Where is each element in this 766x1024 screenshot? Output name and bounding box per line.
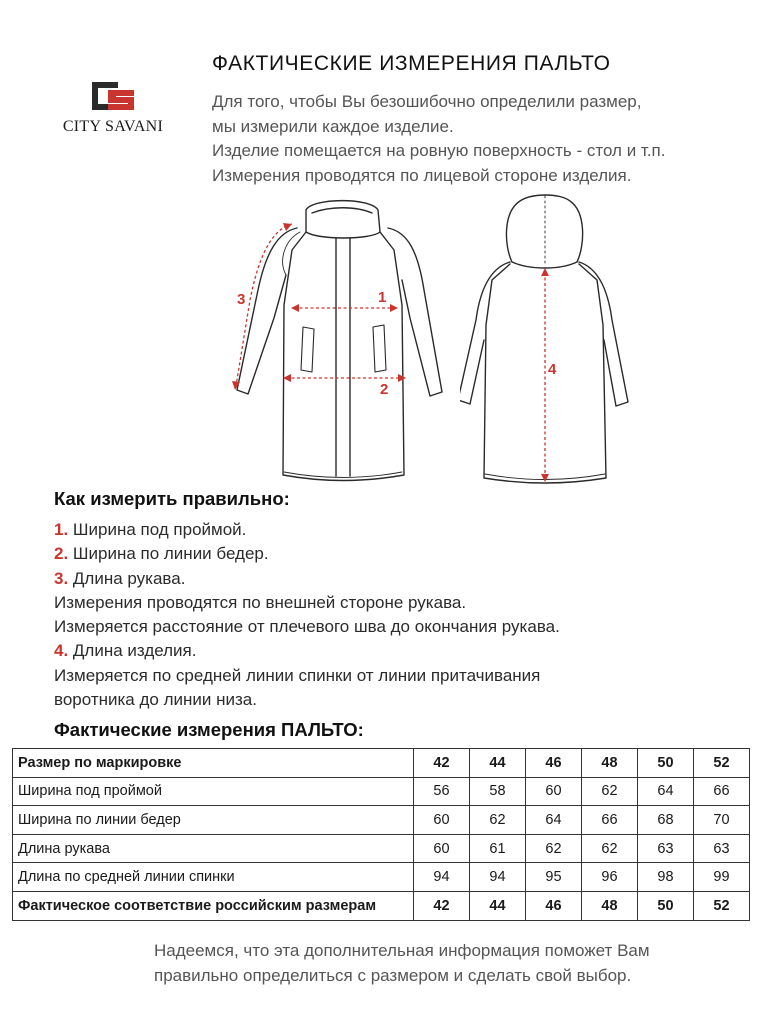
footer-note: [154, 938, 650, 988]
table-cell: 62: [526, 834, 582, 863]
table-cell: 63: [638, 834, 694, 863]
howto-note: [54, 688, 560, 712]
table-row: [13, 834, 750, 863]
table-row: [13, 806, 750, 835]
intro-text: [212, 90, 665, 188]
table-cell: 48: [582, 749, 638, 778]
row-label: Длина рукава: [13, 834, 414, 863]
marker-4: 4: [548, 361, 557, 378]
howto-text: Измеряется расстояние от плечевого шва до окончания рукава.: [54, 617, 560, 637]
table-cell: 96: [582, 863, 638, 892]
howto-text: воротника до линии низа.: [54, 690, 257, 710]
marker-3: 3: [237, 291, 246, 308]
howto-note: [54, 615, 560, 639]
row-label: Длина по средней линии спинки: [13, 863, 414, 892]
table-row: [13, 749, 750, 778]
table-cell: 60: [414, 806, 470, 835]
table-title: Фактические измерения ПАЛЬТО:: [54, 719, 364, 740]
howto-number: 4.: [54, 641, 69, 661]
howto-number: 3.: [54, 568, 69, 588]
intro-line: Изделие помещается на ровную поверхность - стол и т.п.: [212, 141, 666, 160]
size-table: [12, 748, 750, 921]
marker-2: 2: [380, 381, 389, 398]
table-cell: 56: [414, 777, 470, 806]
table-cell: 66: [694, 777, 750, 806]
footer-line: правильно определиться с размером и сделать свой выбор.: [154, 966, 632, 985]
row-label: Ширина по линии бедер: [13, 806, 414, 835]
table-cell: 94: [414, 863, 470, 892]
howto-item-2: [54, 542, 560, 566]
howto-note: [54, 664, 560, 688]
howto-text: Ширина под проймой.: [68, 520, 247, 539]
table-cell: 64: [638, 777, 694, 806]
howto-title: Как измерить правильно:: [54, 488, 290, 509]
table-cell: 52: [694, 891, 750, 920]
table-cell: 46: [526, 891, 582, 920]
howto-note: [54, 591, 560, 615]
table-cell: 66: [582, 806, 638, 835]
city-savani-logo-icon: [90, 80, 136, 112]
table-cell: 50: [638, 891, 694, 920]
row-label: Ширина под проймой: [13, 777, 414, 806]
table-cell: 61: [470, 834, 526, 863]
table-cell: 42: [414, 891, 470, 920]
table-row: [13, 891, 750, 920]
table-cell: 42: [414, 749, 470, 778]
table-cell: 46: [526, 749, 582, 778]
coat-front-diagram: [220, 190, 460, 490]
table-row: [13, 777, 750, 806]
table-row: [13, 863, 750, 892]
table-cell: 95: [526, 863, 582, 892]
brand-name: CITY SAVANI: [62, 118, 164, 135]
table-cell: 60: [526, 777, 582, 806]
table-cell: 58: [470, 777, 526, 806]
table-cell: 50: [638, 749, 694, 778]
footer-line: Надеемся, что эта дополнительная информация поможет Вам: [154, 941, 650, 960]
row-label: Размер по маркировке: [13, 749, 414, 778]
row-label: Фактическое соответствие российским размерам: [13, 891, 414, 920]
howto-number: 1.: [54, 520, 69, 539]
table-cell: 94: [470, 863, 526, 892]
table-cell: 52: [694, 749, 750, 778]
table-cell: 99: [694, 863, 750, 892]
howto-item-4: [54, 639, 560, 663]
table-cell: 62: [470, 806, 526, 835]
intro-line: Измерения проводятся по лицевой стороне изделия.: [212, 165, 632, 185]
howto-text: Длина изделия.: [68, 641, 197, 661]
table-cell: 48: [582, 891, 638, 920]
marker-1: 1: [378, 289, 387, 306]
table-cell: 62: [582, 834, 638, 863]
intro-line: Для того, чтобы Вы безошибочно определили размер,: [212, 92, 642, 111]
table-cell: 68: [638, 806, 694, 835]
table-cell: 60: [414, 834, 470, 863]
table-cell: 44: [470, 891, 526, 920]
howto-text: Измерения проводятся по внешней стороне рукава.: [54, 592, 467, 612]
intro-line: мы измерили каждое изделие.: [212, 116, 454, 136]
brand-logo: [48, 80, 178, 140]
howto-text: Длина рукава.: [68, 568, 186, 588]
table-cell: 70: [694, 806, 750, 835]
table-cell: 64: [526, 806, 582, 835]
page-title: ФАКТИЧЕСКИЕ ИЗМЕРЕНИЯ ПАЛЬТО: [212, 52, 611, 75]
howto-text: Измеряется по средней линии спинки от линии притачивания: [54, 665, 541, 685]
table-cell: 62: [582, 777, 638, 806]
howto-text: Ширина по линии бедер.: [68, 544, 269, 564]
table-cell: 44: [470, 749, 526, 778]
table-cell: 63: [694, 834, 750, 863]
table-cell: 98: [638, 863, 694, 892]
howto-item-1: [54, 518, 560, 542]
coat-back-diagram: [460, 190, 630, 490]
howto-number: 2.: [54, 544, 69, 564]
howto-list: [54, 518, 560, 712]
howto-item-3: [54, 567, 560, 591]
